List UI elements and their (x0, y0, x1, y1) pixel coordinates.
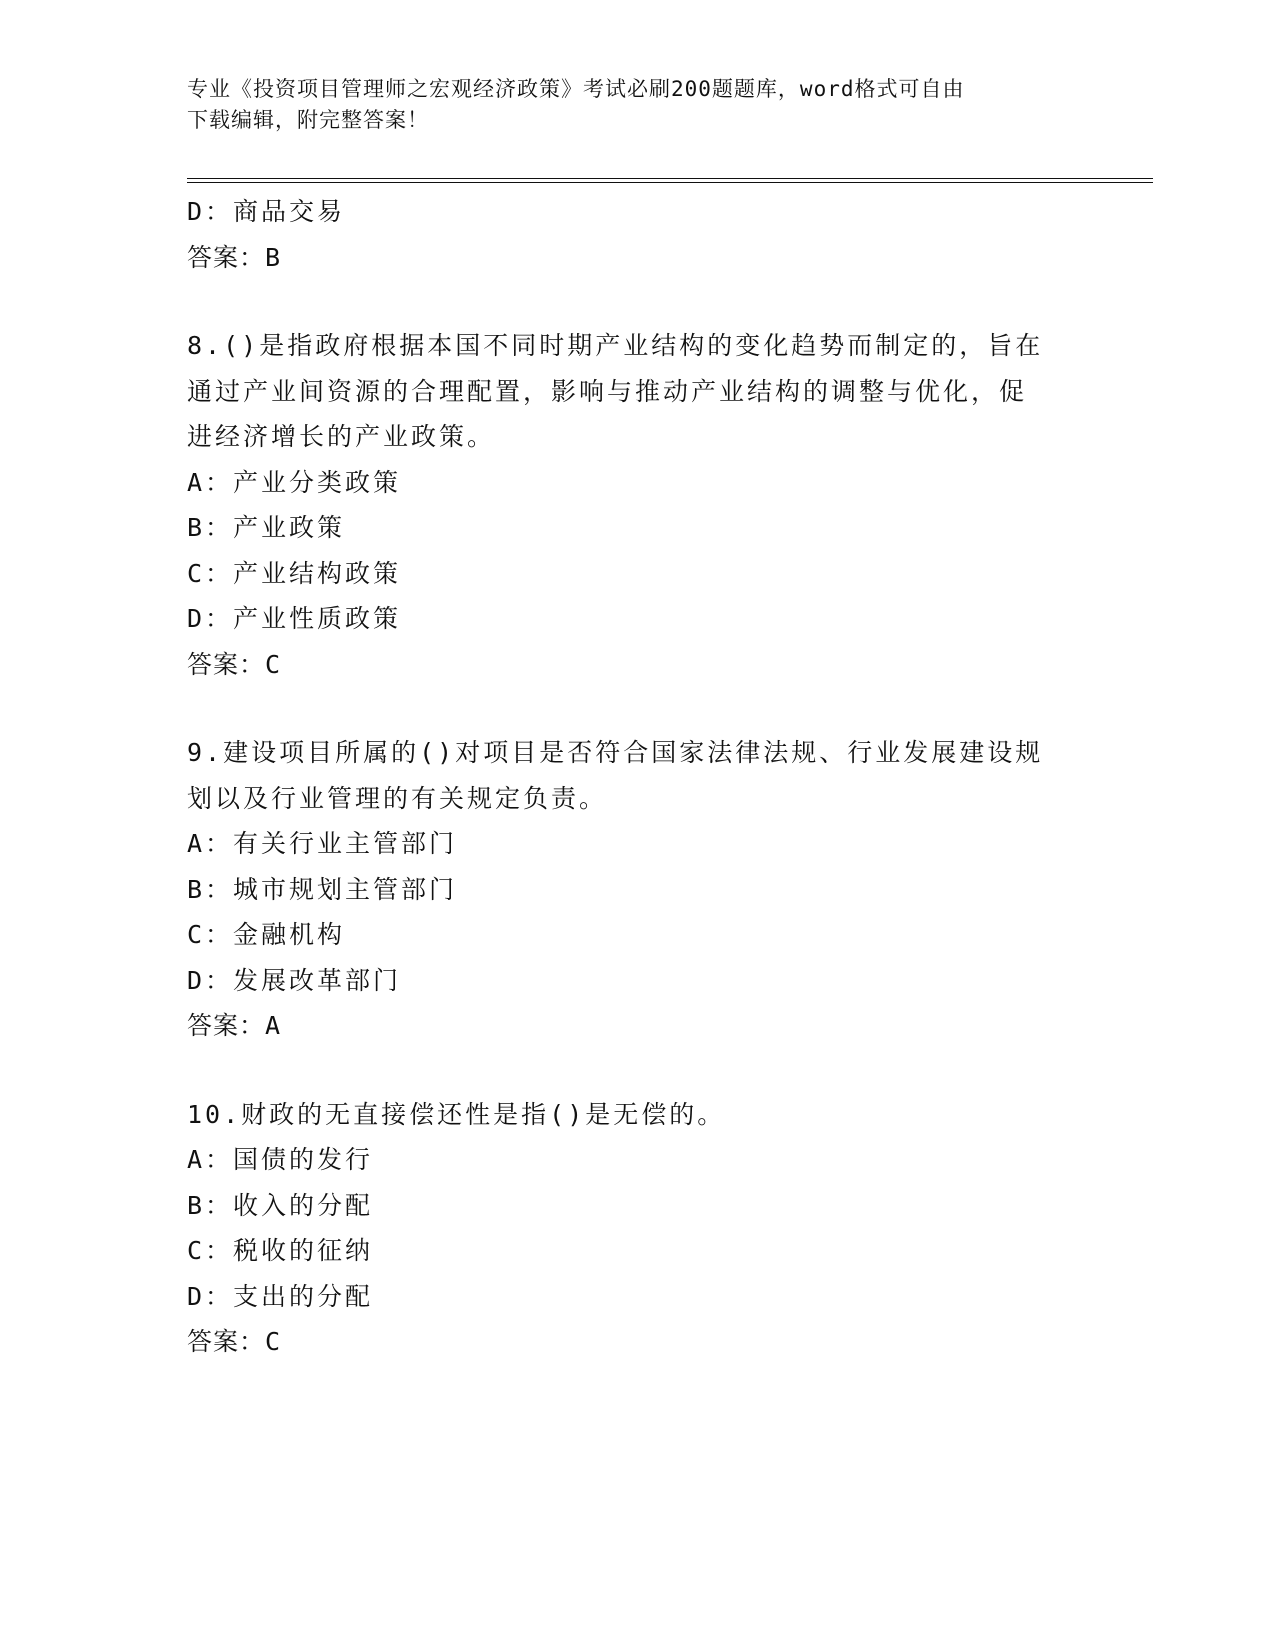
question-stem-line: 划以及行业管理的有关规定负责。 (187, 783, 608, 813)
option-b: B：产业政策 (187, 513, 346, 542)
option-d: D：发展改革部门 (187, 965, 402, 995)
question-stem-line: 进经济增长的产业政策。 (187, 422, 496, 451)
answer-line: 答案：C (187, 649, 282, 679)
question-10 (187, 1092, 1067, 1365)
option-a: A：有关行业主管部门 (187, 829, 458, 858)
question-stem-line: 9.建设项目所属的()对项目是否符合国家法律法规、行业发展建设规 (187, 738, 1044, 767)
option-b: B：城市规划主管部门 (187, 874, 458, 904)
question-stem-line: 10.财政的无直接偿还性是指()是无偿的。 (187, 1099, 726, 1129)
header-title-line-2: 下载编辑，附完整答案！ (187, 108, 429, 132)
header-rule-bottom (187, 182, 1153, 183)
answer-line: 答案：B (187, 242, 282, 272)
question-stem-line: 通过产业间资源的合理配置，影响与推动产业结构的调整与优化，促 (187, 376, 1028, 406)
option-d: D：产业性质政策 (187, 604, 402, 633)
previous-question-tail (187, 189, 1067, 280)
option-b: B：收入的分配 (187, 1190, 374, 1220)
header-title-line-1: 专业《投资项目管理师之宏观经济政策》考试必刷200题题库，word格式可自由 (187, 77, 965, 101)
option-c: C：产业结构政策 (187, 558, 402, 588)
document-header (187, 74, 1067, 136)
option-c: C：税收的征纳 (187, 1236, 374, 1265)
option-a: A：产业分类政策 (187, 467, 402, 497)
question-8 (187, 323, 1067, 687)
header-rule-top (187, 178, 1153, 179)
option-a: A：国债的发行 (187, 1145, 374, 1174)
question-stem-line: 8.()是指政府根据本国不同时期产业结构的变化趋势而制定的，旨在 (187, 331, 1044, 360)
option-d: D：支出的分配 (187, 1281, 374, 1311)
question-9 (187, 730, 1067, 1049)
answer-line: 答案：A (187, 1011, 282, 1040)
option-c: C：金融机构 (187, 920, 346, 949)
option-d: D：商品交易 (187, 197, 346, 226)
question-content (187, 189, 1067, 1365)
answer-line: 答案：C (187, 1327, 282, 1356)
